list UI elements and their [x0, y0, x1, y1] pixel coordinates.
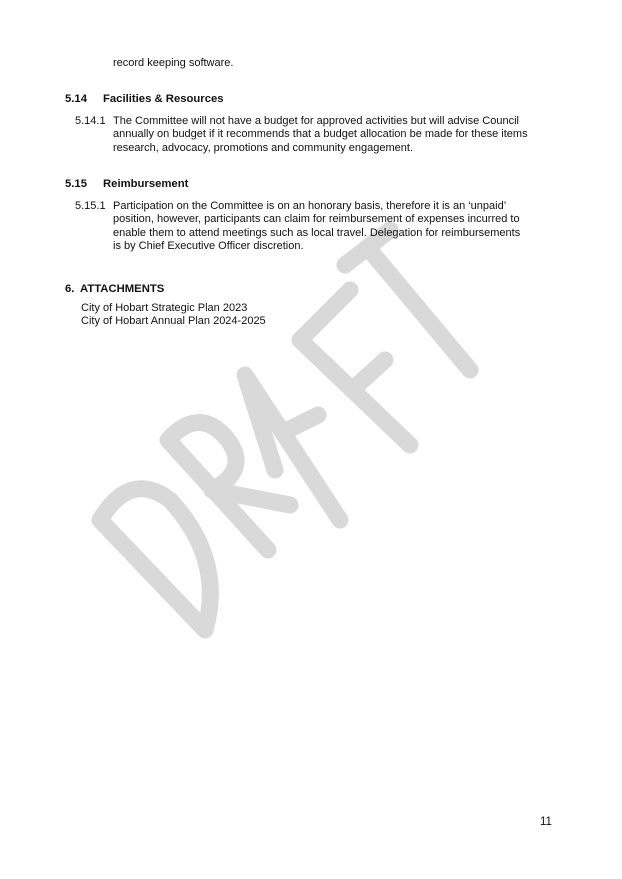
section-number: 5.15 — [65, 178, 87, 190]
section-heading-attachments — [65, 283, 164, 296]
paragraph-line: position, however, participants can claim for reimbursement of expenses incurred to — [113, 213, 520, 226]
attachment-item: City of Hobart Strategic Plan 2023 — [81, 302, 248, 314]
paragraph-line: annually on budget if it recommends that a budget allocation be made for these items — [113, 128, 528, 141]
section-number: 5.14 — [65, 93, 87, 105]
paragraph-line: The Committee will not have a budget for approved activities but will advise Council — [113, 115, 519, 127]
attachments-list — [81, 302, 266, 329]
paragraph-number: 5.15.1 — [75, 200, 106, 212]
section-number: 6. — [65, 283, 75, 295]
section-heading-5-14 — [65, 93, 224, 106]
section-title: Facilities & Resources — [103, 93, 224, 105]
paragraph-line: Participation on the Committee is on an honorary basis, therefore it is an ‘unpaid’ — [113, 200, 507, 212]
continuation-text: record keeping software. — [113, 57, 234, 69]
paragraph-number: 5.14.1 — [75, 115, 106, 127]
paragraph-body — [113, 200, 520, 254]
attachment-item: City of Hobart Annual Plan 2024-2025 — [81, 315, 266, 328]
paragraph-line: research, advocacy, promotions and community engagement. — [113, 141, 414, 154]
paragraph-line: is by Chief Executive Officer discretion. — [113, 240, 304, 253]
page-number: 11 — [540, 816, 552, 828]
section-heading-5-15 — [65, 178, 188, 191]
section-title: ATTACHMENTS — [80, 283, 165, 295]
paragraph-line: enable them to attend meetings such as local travel. Delegation for reimbursements — [113, 226, 521, 239]
paragraph-body — [113, 115, 528, 155]
section-title: Reimbursement — [103, 178, 189, 190]
